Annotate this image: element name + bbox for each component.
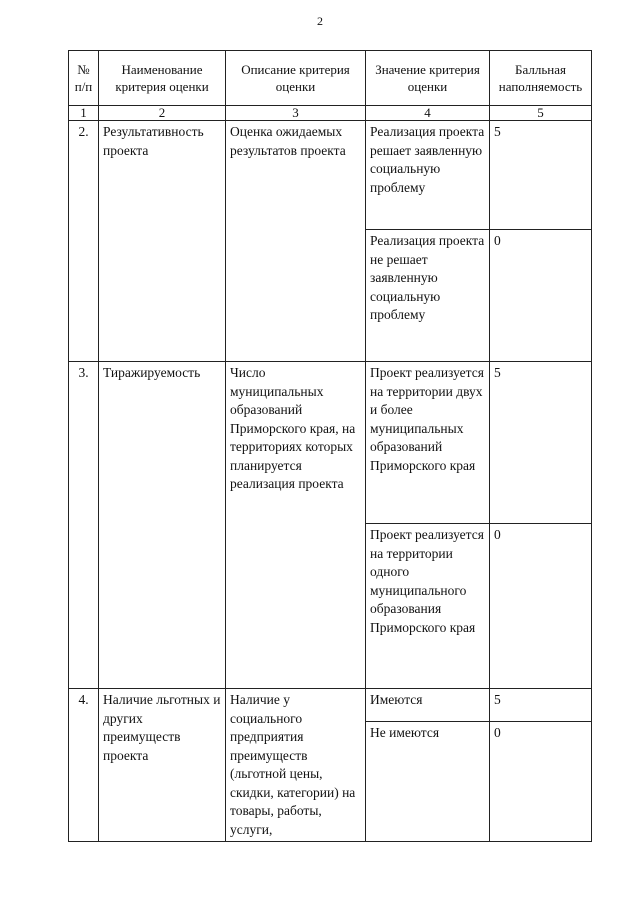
criterion-score: 0: [490, 524, 592, 689]
criterion-name: Наличие льготных и других преимуществ проекта: [99, 689, 226, 842]
criterion-score: 5: [490, 121, 592, 230]
criterion-description: Число муниципальных образований Приморского края, на территориях которых планируется реализация проекта: [226, 362, 366, 689]
criterion-value: Реализация проекта решает заявленную социальную проблему: [366, 121, 490, 230]
column-number: 5: [490, 106, 592, 121]
criterion-description: Оценка ожидаемых результатов проекта: [226, 121, 366, 362]
criterion-name: Тиражируемость: [99, 362, 226, 689]
column-numbers-row: [69, 106, 592, 121]
criterion-value: Реализация проекта не решает заявленную социальную проблему: [366, 230, 490, 362]
column-number: 3: [226, 106, 366, 121]
criteria-table: [68, 50, 592, 842]
header-value: Значение критерия оценки: [366, 51, 490, 106]
criterion-value: Проект реализуется на территории двух и более муниципальных образований Приморского края: [366, 362, 490, 524]
row-number: 4.: [69, 689, 99, 842]
criterion-score: 5: [490, 362, 592, 524]
column-number: 1: [69, 106, 99, 121]
header-no: № п/п: [69, 51, 99, 106]
criterion-description: Наличие у социального предприятия преимуществ (льготной цены, скидки, категории) на товары, работы, услуги,: [226, 689, 366, 842]
criterion-value: Проект реализуется на территории одного муниципального образования Приморского края: [366, 524, 490, 689]
page-number: 2: [317, 14, 323, 28]
criterion-name: Результативность проекта: [99, 121, 226, 362]
header-description: Описание критерия оценки: [226, 51, 366, 106]
table-row: [69, 689, 592, 722]
criterion-score: 0: [490, 722, 592, 842]
criterion-score: 0: [490, 230, 592, 362]
criterion-value: Имеются: [366, 689, 490, 722]
header-name: Наименование критерия оценки: [99, 51, 226, 106]
row-number: 2.: [69, 121, 99, 362]
row-number: 3.: [69, 362, 99, 689]
table-row: [69, 362, 592, 524]
column-number: 4: [366, 106, 490, 121]
column-number: 2: [99, 106, 226, 121]
table-header-row: [69, 51, 592, 106]
header-score: Балльная наполняемость: [490, 51, 592, 106]
criterion-score: 5: [490, 689, 592, 722]
criterion-value: Не имеются: [366, 722, 490, 842]
table-row: [69, 121, 592, 230]
